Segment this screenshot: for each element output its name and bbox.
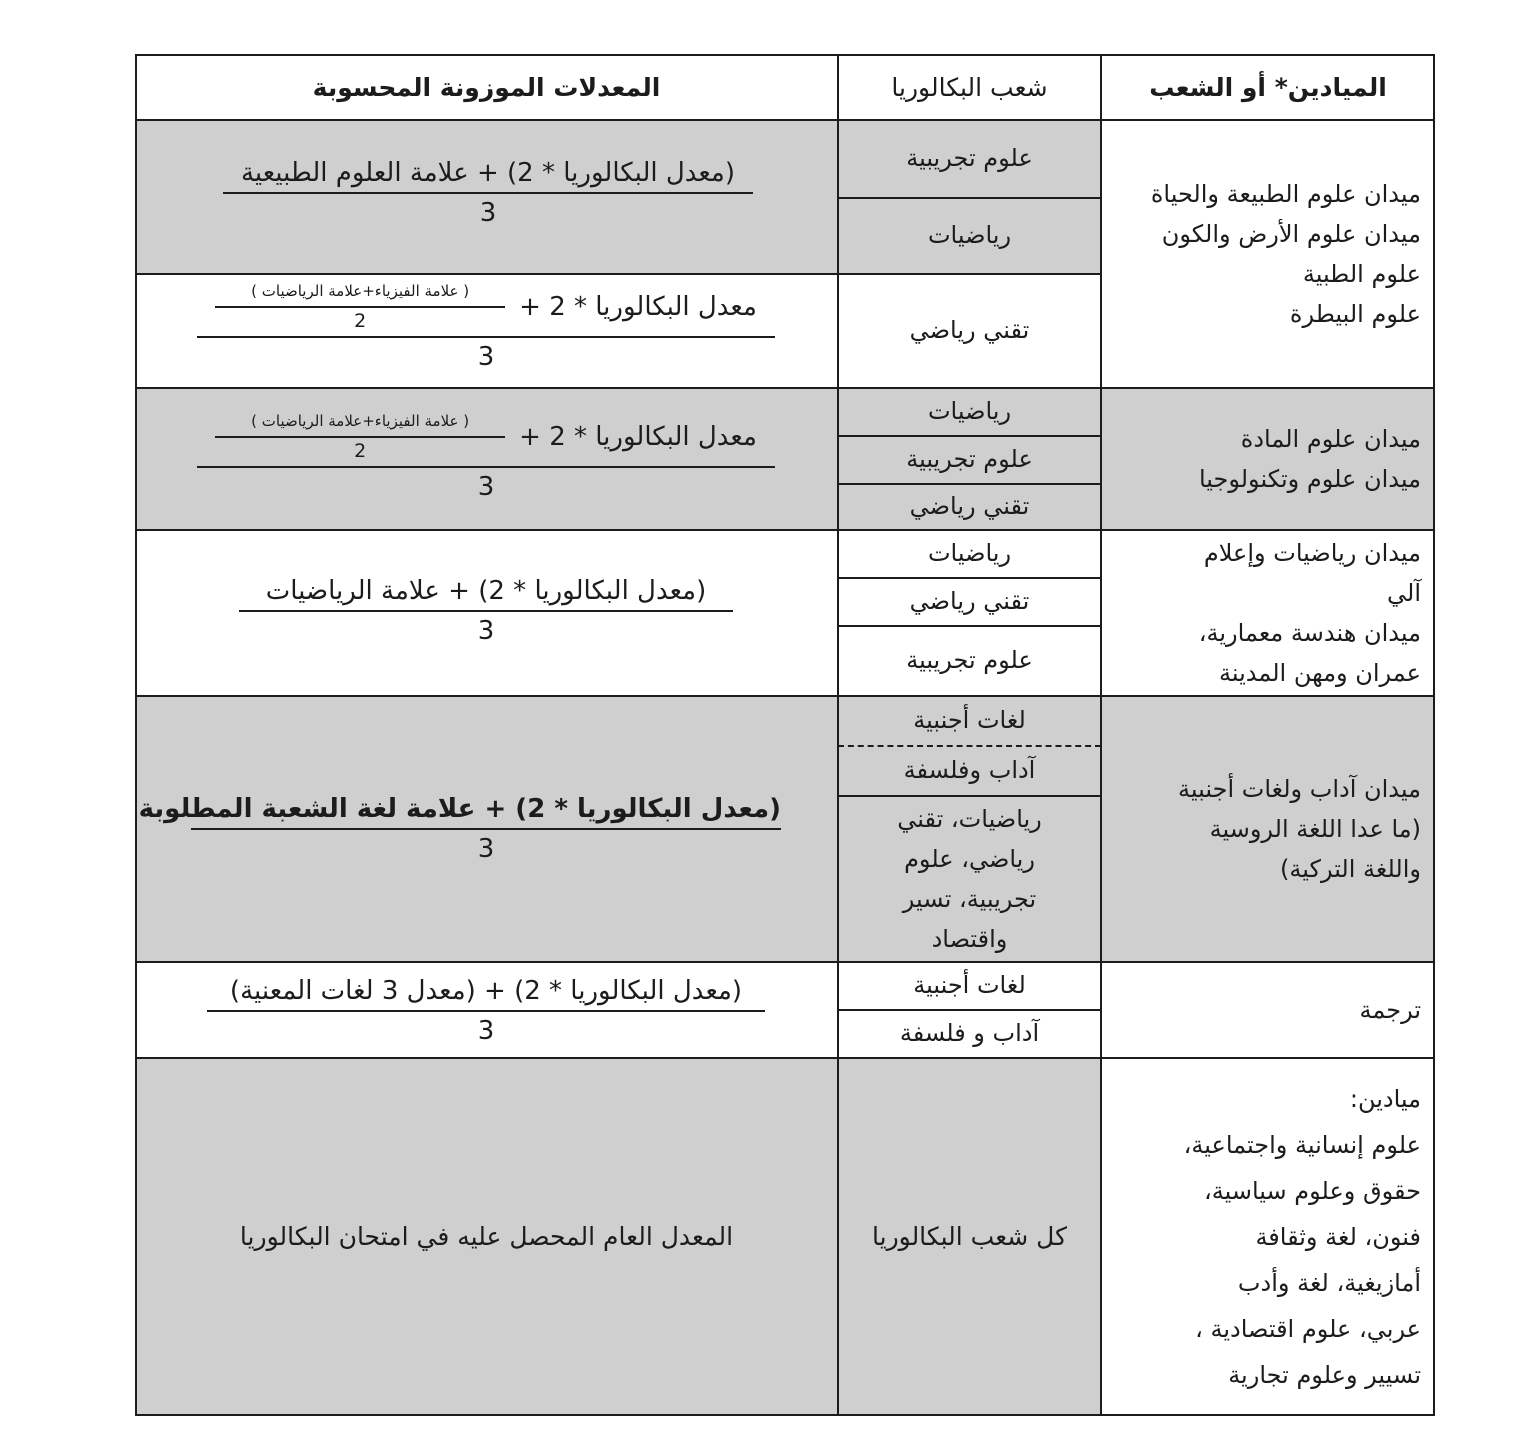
row4-domain-3: واللغة التركية)	[1280, 855, 1421, 883]
row4-branch-1-label: لغات أجنبية	[913, 706, 1026, 735]
row3-formula-denominator: 3	[477, 616, 495, 646]
row2-domain-2: ميدان علوم وتكنولوجيا	[1198, 465, 1421, 493]
row1-domain-4: علوم البيطرة	[1289, 300, 1421, 328]
row1-domain-3: علوم الطبية	[1302, 260, 1421, 288]
sub-row-divider	[838, 625, 1101, 627]
row3-domain-3: ميدان هندسة معمارية،	[1198, 619, 1421, 647]
row3-formula-numerator: (معدل البكالوريا * 2) + علامة الرياضيات	[239, 576, 733, 612]
row1-branch-3-label: تقني رياضي	[909, 316, 1030, 345]
row2-branch-3-label: تقني رياضي	[909, 492, 1030, 521]
row5-formula-numerator: (معدل البكالوريا * 2) + (معدل 3 لغات المعنية)	[207, 976, 765, 1012]
row2-formula-prefix: معدل البكالوريا * 2 +	[519, 422, 757, 452]
row6-domain-4: فنون، لغة وثقافة	[1255, 1223, 1421, 1251]
row6-domain-5: أمازيغية، لغة وأدب	[1237, 1269, 1421, 1297]
row5-formula-denominator: 3	[477, 1016, 495, 1046]
sub-row-divider	[838, 795, 1101, 797]
table-outer-border	[135, 54, 1435, 1416]
row6-domain-7: تسيير وعلوم تجارية	[1228, 1361, 1421, 1389]
row-divider	[135, 119, 1435, 121]
header-branch-label: شعب البكالوريا	[891, 72, 1048, 102]
row-divider	[135, 1057, 1435, 1059]
row3-branch-3-label: علوم تجريبية	[906, 646, 1033, 675]
row6-domain-2: علوم إنسانية واجتماعية،	[1183, 1131, 1421, 1159]
sub-row-divider	[838, 577, 1101, 579]
row4-branch-2-label: آداب وفلسفة	[903, 756, 1036, 785]
header-formula-label: المعدلات الموزونة المحسوبة	[312, 72, 661, 102]
row-divider	[135, 961, 1435, 963]
row1-formula-b-prefix: معدل البكالوريا * 2 +	[519, 292, 757, 322]
row4-formula-denominator: 3	[477, 834, 495, 864]
row5-branch-1-label: لغات أجنبية	[913, 971, 1026, 1000]
dashed-sub-row-divider	[838, 745, 1101, 747]
row5-branch-2-label: آداب و فلسفة	[899, 1019, 1040, 1048]
row6-domain-3: حقوق وعلوم سياسية،	[1204, 1177, 1421, 1205]
row6-domain-6: عربي، علوم اقتصادية ،	[1195, 1315, 1421, 1343]
row3-branch-1-label: رياضيات	[927, 539, 1012, 568]
row6-formula-text: المعدل العام المحصل عليه في امتحان البكالوريا	[239, 1221, 734, 1251]
row4-domain-2: (ما عدا اللغة الروسية	[1209, 815, 1421, 843]
sub-row-divider	[135, 273, 1101, 275]
row2-branch-1-label: رياضيات	[927, 397, 1012, 426]
row1-formula-b-inner-denominator: 2	[215, 306, 505, 332]
row1-branch-1-label: علوم تجريبية	[906, 144, 1033, 173]
row2-formula-inner-denominator: 2	[215, 436, 505, 462]
sub-row-divider	[838, 435, 1101, 437]
row-divider	[135, 695, 1435, 697]
row1-formula-b-inner-numerator: ( علامة الفيزياء+علامة الرياضيات )	[251, 282, 470, 300]
row1-domain-2: ميدان علوم الأرض والكون	[1161, 220, 1421, 248]
row3-domain-1: ميدان رياضيات وإعلام	[1203, 539, 1421, 567]
row2-branch-2-label: علوم تجريبية	[906, 445, 1033, 474]
row4-branch-3-label: رياضيات، تقني رياضي، علوم تجريبية، تسير واقتصاد	[897, 805, 1042, 953]
row1-formula-a-denominator: 3	[479, 198, 497, 228]
row6-domain-1: ميادين:	[1349, 1085, 1421, 1113]
row3-branch-2-label: تقني رياضي	[909, 587, 1030, 616]
row3-domain-4: عمران ومهن المدينة	[1218, 659, 1421, 687]
row-divider	[135, 529, 1435, 531]
row1-domain-1: ميدان علوم الطبيعة والحياة	[1150, 180, 1421, 208]
admission-table	[135, 54, 1435, 1416]
row3-domain-2: آلي	[1387, 579, 1421, 607]
row1-formula-a-numerator: (معدل البكالوريا * 2) + علامة العلوم الطبيعية	[223, 158, 753, 194]
row-divider	[135, 387, 1435, 389]
row1-branch-2-label: رياضيات	[927, 221, 1012, 250]
sub-row-divider	[838, 1009, 1101, 1011]
row6-branch-label: كل شعب البكالوريا	[872, 1221, 1067, 1251]
row1-formula-b-denominator: 3	[477, 342, 495, 372]
row2-formula-denominator: 3	[477, 472, 495, 502]
row4-formula-numerator: (معدل البكالوريا * 2) + علامة لغة الشعبة المطلوبة	[191, 794, 781, 830]
row2-formula-inner-numerator: ( علامة الفيزياء+علامة الرياضيات )	[251, 412, 470, 430]
row2-domain-1: ميدان علوم المادة	[1240, 425, 1421, 453]
column-divider	[837, 54, 839, 1416]
sub-row-divider	[838, 197, 1101, 199]
column-divider	[1100, 54, 1102, 1416]
row5-domain-1: ترجمة	[1359, 996, 1421, 1024]
sub-row-divider	[838, 483, 1101, 485]
header-domain-label: الميادين* أو الشعب	[1149, 72, 1387, 102]
row4-domain-1: ميدان آداب ولغات أجنبية	[1178, 775, 1421, 803]
